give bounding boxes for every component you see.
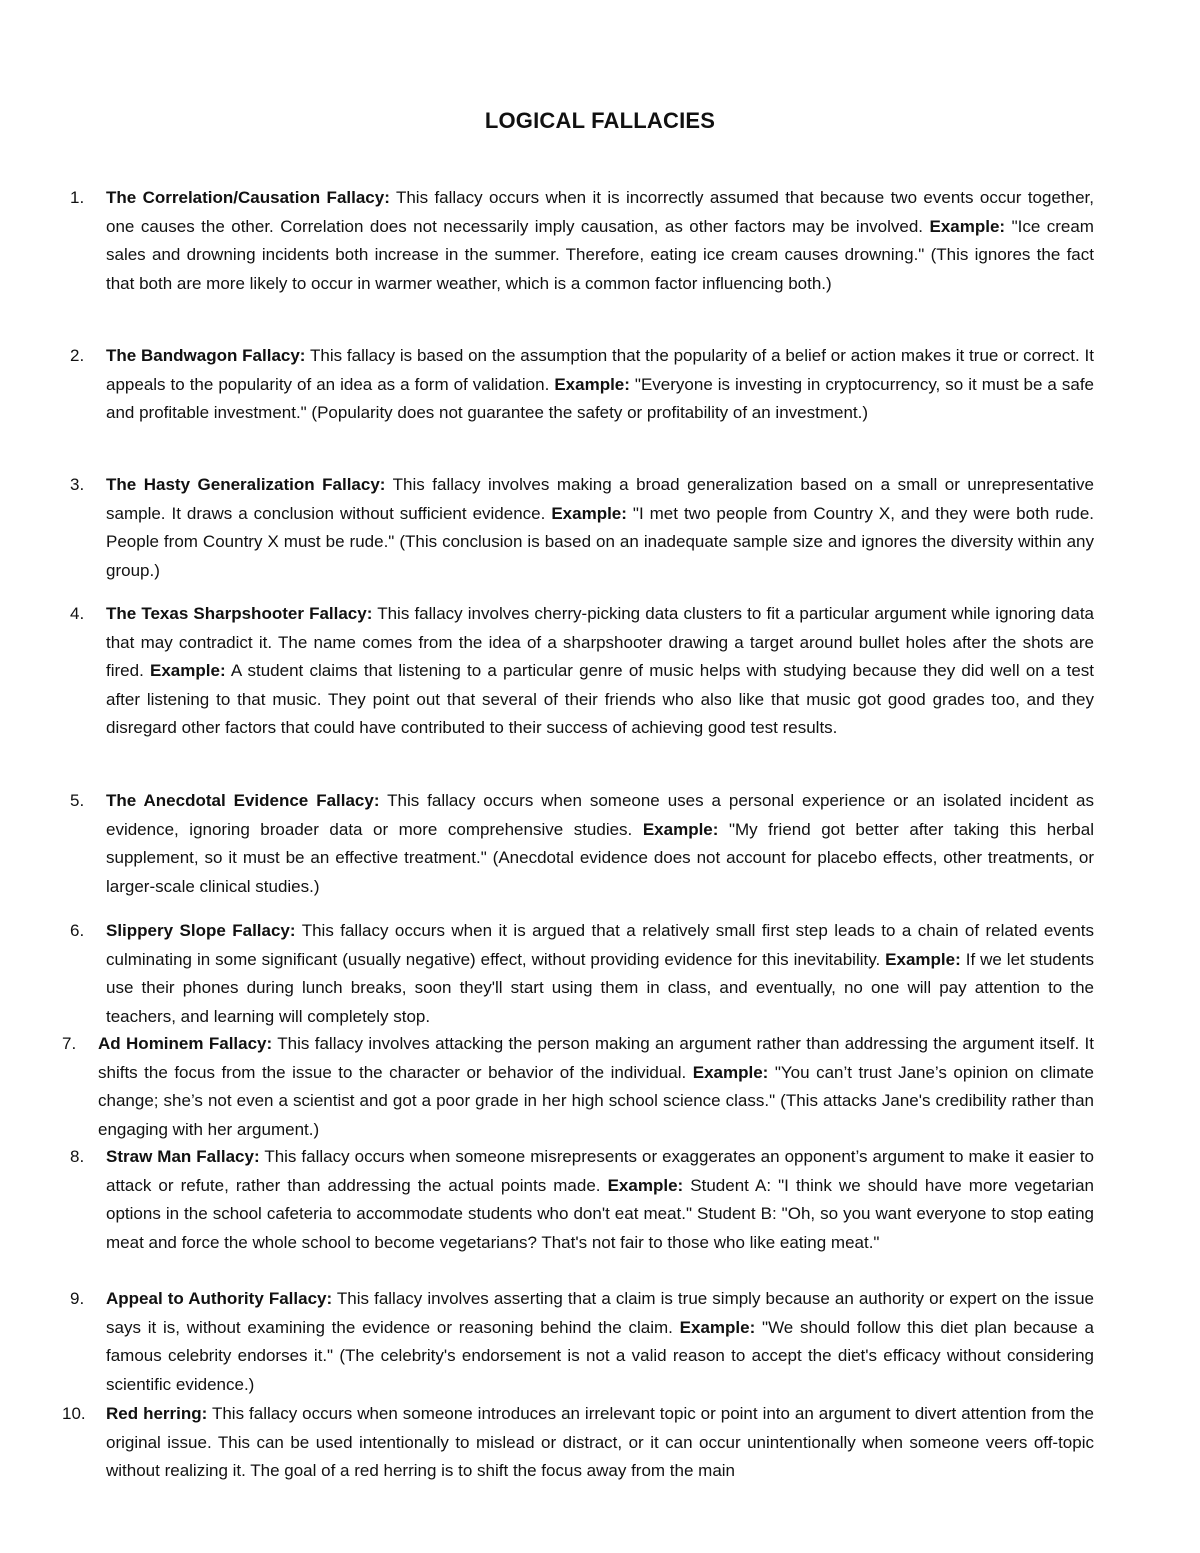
example-label: Example: — [929, 216, 1006, 236]
list-item-7 — [62, 1030, 1095, 1144]
example-text: A student claims that listening to a particular genre of music helps with studying because they did well on a test after listening to that music. They point out that several of their friends who also like that music got good grades too, and they disregard other factors that could have contributed to their success of achieving good test results. — [106, 661, 1094, 737]
fallacy-description: This fallacy occurs when someone misrepresents or exaggerates an opponent’s argument to make it easier to attack or refute, rather than addressing the actual points made. — [106, 1147, 1095, 1195]
fallacy-term: The Texas Sharpshooter Fallacy: — [106, 604, 373, 623]
list-number: 6. — [70, 921, 85, 940]
list-number: 2. — [70, 346, 85, 365]
list-item-10 — [62, 1400, 1094, 1486]
list-item-3 — [70, 471, 1094, 585]
list-item-6 — [70, 917, 1095, 1031]
fallacy-term: Red herring: — [106, 1404, 208, 1423]
fallacy-description: This fallacy involves asserting that a claim is true simply because an authority or expert on the issue says it is, without examining the evidence or reasoning behind the claim. — [106, 1289, 1094, 1337]
document-title: LOGICAL FALLACIES — [484, 108, 716, 133]
fallacy-description: This fallacy occurs when someone uses a personal experience or an isolated incident as evidence, ignoring broader data or more comprehensive studies. — [106, 791, 1094, 839]
list-item-text — [98, 1030, 1094, 1144]
list-item-text — [106, 917, 1094, 1031]
list-number: 8. — [70, 1147, 85, 1166]
list-item-4 — [70, 600, 1094, 743]
example-text: Student A: "I think we should have more vegetarian options in the school cafeteria to accommodate students who don't eat meat." Student B: "Oh, so you want everyone to stop eating meat and force the whole school to become vegetarians? That's not fair to those who like eating meat." — [106, 1175, 1094, 1252]
example-text: "I met two people from Country X, and they were both rude. People from Country X must be rude." (This conclusion is based on an inadequate sample size and ignores the diversity within any group.) — [106, 503, 1094, 580]
fallacy-description: This fallacy involves cherry-picking data clusters to fit a particular argument while ignoring data that may contradict it. The name comes from the idea of a sharpshooter drawing a target around bullet holes after the shots are fired. — [106, 604, 1094, 680]
example-label: Example: — [150, 661, 226, 680]
example-label: Example: — [607, 1175, 684, 1195]
example-label: Example: — [679, 1317, 756, 1337]
example-text: "Everyone is investing in cryptocurrency, so it must be a safe and profitable investment." (Popularity does not guarantee the safety or profitability of an investment.) — [106, 374, 1095, 422]
fallacy-description: This fallacy occurs when it is argued that a relatively small first step leads to a chain of related events culminating in some significant (usually negative) effect, without providing evidence for this inevitability. — [106, 921, 1095, 969]
example-text: "You can’t trust Jane’s opinion on climate change; she’s not even a scientist and got a poor grade in her high school science class." (This attacks Jane's credibility rather than engaging with her argument.) — [98, 1062, 1094, 1139]
fallacy-term: Slippery Slope Fallacy: — [106, 921, 296, 940]
fallacy-description: This fallacy occurs when someone introduces an irrelevant topic or point into an argument to divert attention from the original issue. This can be used intentionally to mislead or distract, or it can occur unintentionally when someone veers off-topic without realizing it. The goal of a red herring is to shift the focus away from the main — [106, 1404, 1094, 1480]
list-item-text — [106, 787, 1094, 901]
example-text: If we let students use their phones during lunch breaks, soon they'll start using them in class, and eventually, no one will pay attention to the teachers, and learning will completely stop. — [106, 949, 1094, 1026]
example-text: "My friend got better after taking this herbal supplement, so it must be an effective treatment." (Anecdotal evidence does not account for placebo effects, other treatments, or larger-scale clinical studies.) — [106, 819, 1094, 896]
example-label: Example: — [885, 949, 961, 969]
fallacy-term: The Correlation/Causation Fallacy: — [106, 188, 390, 207]
fallacy-term: The Anecdotal Evidence Fallacy: — [106, 791, 380, 810]
fallacy-term: The Hasty Generalization Fallacy: — [106, 475, 386, 494]
list-number: 9. — [70, 1289, 85, 1308]
fallacy-term: Ad Hominem Fallacy: — [98, 1034, 273, 1053]
list-item-2 — [70, 342, 1095, 428]
list-number: 1. — [70, 188, 85, 207]
example-text: "Ice cream sales and drowning incidents both increase in the summer. Therefore, eating ice cream causes drowning." (This ignores the fact that both are more likely to occur in warmer weather, which is a common factor influencing both.) — [106, 216, 1094, 293]
list-item-text — [106, 184, 1094, 298]
example-label: Example: — [551, 503, 627, 523]
example-label: Example: — [642, 819, 719, 839]
fallacy-description: This fallacy occurs when it is incorrectly assumed that because two events occur together, one causes the other. Correlation does not necessarily imply causation, as other factors may be involved. — [106, 188, 1094, 236]
example-label: Example: — [554, 374, 630, 394]
list-number: 4. — [70, 604, 85, 623]
list-number: 3. — [70, 475, 85, 494]
list-item-9 — [70, 1285, 1094, 1399]
example-text: "We should follow this diet plan because a famous celebrity endorses it." (The celebrity's endorsement is not a valid reason to accept the diet's efficacy without considering scientific evidence.) — [106, 1317, 1094, 1394]
list-item-8 — [70, 1143, 1095, 1257]
fallacy-description: This fallacy involves making a broad generalization based on a small or unrepresentative sample. It draws a conclusion without sufficient evidence. — [106, 475, 1094, 523]
fallacy-term: The Bandwagon Fallacy: — [106, 346, 306, 365]
fallacy-term: Appeal to Authority Fallacy: — [106, 1289, 333, 1308]
fallacy-term: Straw Man Fallacy: — [106, 1147, 260, 1166]
list-item-text — [106, 600, 1094, 743]
list-number: 5. — [70, 791, 85, 810]
list-item-text — [106, 1400, 1094, 1486]
list-item-1 — [70, 184, 1094, 298]
list-item-text — [106, 342, 1094, 428]
list-item-5 — [70, 787, 1094, 901]
list-item-text — [106, 1143, 1094, 1257]
fallacy-description: This fallacy is based on the assumption that the popularity of a belief or action makes it true or correct. It appeals to the popularity of an idea as a form of validation. — [106, 346, 1095, 394]
list-number: 10. — [62, 1404, 86, 1423]
example-label: Example: — [692, 1062, 769, 1082]
list-item-text — [106, 471, 1094, 585]
list-number: 7. — [62, 1034, 77, 1053]
list-item-text — [106, 1285, 1094, 1399]
fallacy-description: This fallacy involves attacking the person making an argument rather than addressing the argument itself. It shifts the focus from the issue to the character or behavior of the individual. — [98, 1034, 1095, 1082]
